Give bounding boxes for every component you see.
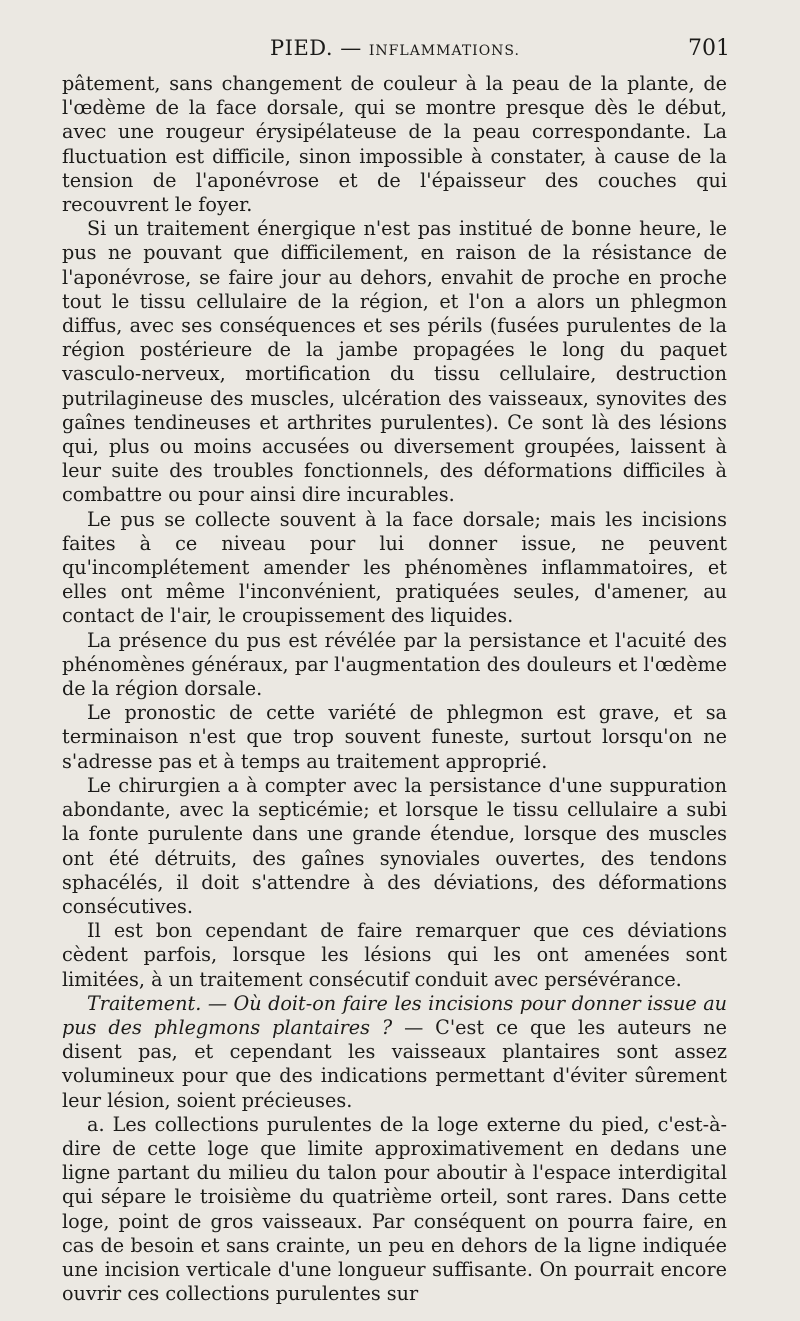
paragraph: Il est bon cependant de faire remarquer que ces déviations cèdent parfois, lorsque les lésions qui les ont amenées sont limitées, à un traitement consécutif conduit avec persévérance.: [62, 919, 727, 991]
paragraph: Le pronostic de cette variété de phlegmon est grave, et sa terminaison n'est que trop souvent funeste, surtout lorsqu'on ne s'adresse pas et à temps au traitement approprié.: [62, 701, 727, 773]
title-main: PIED. —: [270, 36, 369, 60]
treatment-heading: Traitement. — Où doit-on faire les incisions pour donner issue au pus des phlegmons plantaires ?: [62, 991, 727, 1039]
paragraph-continuation: pâtement, sans changement de couleur à la peau de la plante, de l'œdème de la face dorsale, qui se montre presque dès le début, avec une rougeur érysipélateuse de la peau correspondante. La fluctuation est difficile, sinon impossible à constater, à cause de la tension de l'aponévrose et de l'épaisseur des couches qui recouvrent le foyer.: [62, 72, 727, 217]
paragraph: Le chirurgien a à compter avec la persistance d'une suppuration abondante, avec la septicémie; et lorsque le tissu cellulaire a subi la fonte purulente dans une grande étendue, lorsque des muscles ont été détruits, des gaînes synoviales ouvertes, des tendons sphacélés, il doit s'attendre à des déviations, des déformations consécutives.: [62, 773, 727, 918]
title-section: INFLAMMATIONS.: [368, 43, 520, 59]
page-number: 701: [688, 36, 730, 61]
paragraph: Le pus se collecte souvent à la face dorsale; mais les incisions faites à ce niveau pour lui donner issue, ne peuvent qu'incomplétement amender les phénomènes inflammatoires, et elles ont même l'inconvénient, pratiquées seules, d'amener, au contact de l'air, le croupissement des liquides.: [62, 507, 727, 628]
paragraph: Si un traitement énergique n'est pas institué de bonne heure, le pus ne pouvant que difficilement, en raison de la résistance de l'aponévrose, se faire jour au dehors, envahit de proche en proche tout le tissu cellulaire de la région, et l'on a alors un phlegmon diffus, avec ses conséquences et ses périls (fusées purulentes de la région postérieure de la jambe propagées le long du paquet vasculo-nerveux, mortification du tissu cellulaire, destruction putrilagineuse des muscles, ulcération des vaisseaux, synovites des gaînes tendineuses et arthrites purulentes). Ce sont là des lésions qui, plus ou moins accusées ou diversement groupées, laissent à leur suite des troubles fonctionnels, des déformations difficiles à combattre ou pour ainsi dire incurables.: [62, 217, 727, 507]
paragraph-treatment: [62, 992, 727, 1113]
treatment-text: — C'est ce que les auteurs ne disent pas, et cependant les vaisseaux plantaires sont assez volumineux pour que des indications permettant d'éviter sûrement leur lésion, soient précieuses.: [62, 1015, 727, 1112]
body-text: [62, 72, 727, 1306]
paragraph-a: a. Les collections purulentes de la loge externe du pied, c'est-à-dire de cette loge que limite approximativement en dedans une ligne partant du milieu du talon pour aboutir à l'espace interdigital qui sépare le troisième du quatrième orteil, sont rares. Dans cette loge, point de gros vaisseaux. Par conséquent on pourra faire, en cas de besoin et sans crainte, un peu en dehors de la ligne indiquée une incision verticale d'une longueur suffisante. On pourrait encore ouvrir ces collections purulentes sur: [62, 1112, 727, 1306]
running-header: [60, 36, 730, 66]
paragraph: La présence du pus est révélée par la persistance et l'acuité des phénomènes généraux, par l'augmentation des douleurs et l'œdème de la région dorsale.: [62, 628, 727, 701]
running-title: [60, 36, 730, 60]
